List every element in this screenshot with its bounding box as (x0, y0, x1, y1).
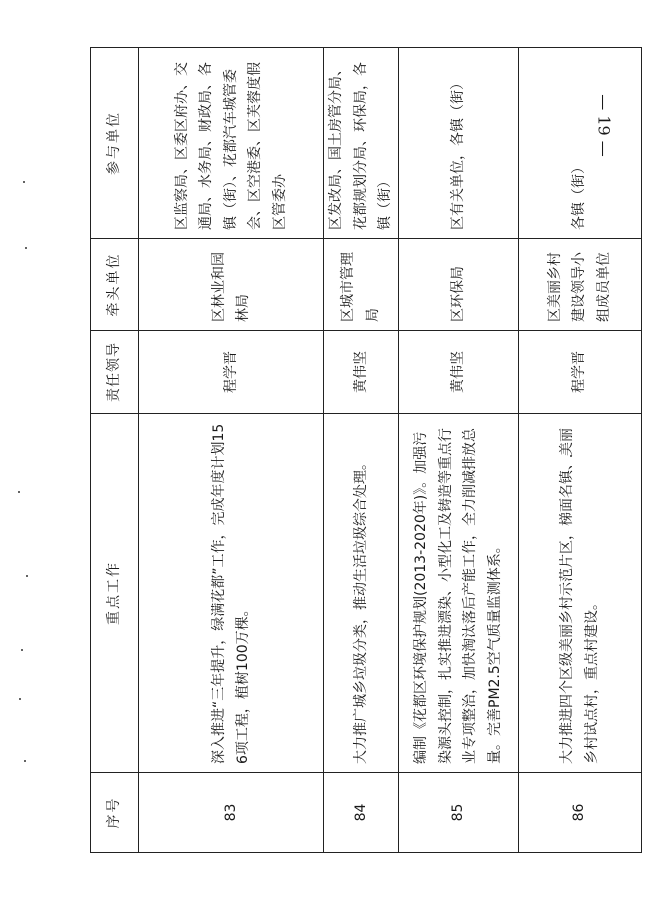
row-task: 大力推进四个区级美丽乡村示范片区，梯面名镇、美丽乡村试点村，重点村建设。 (518, 414, 641, 773)
row-participants: 区有关单位，各镇（街） (398, 48, 518, 239)
table-row (324, 48, 399, 853)
header-lead-unit: 牵头单位 (91, 239, 139, 331)
row-participants: 区监察局、区委区府办、交通局、水务局、财政局、各镇（街）、花都汽车城管委会、区空港委、区芙蓉度假区管委办 (139, 48, 324, 239)
row-number: 83 (139, 773, 324, 853)
header-participating-units: 参与单位 (91, 48, 139, 239)
row-task: 深入推进“三年提升，绿满花都”工作，完成年度计划156项工程，植树100万棵。 (139, 414, 324, 773)
row-leader: 程学晋 (139, 331, 324, 414)
row-participants: 区发改局、国土房管分局、花都规划分局、环保局，各镇（街） (324, 48, 399, 239)
header-number: 序号 (91, 773, 139, 853)
row-lead-unit: 区环保局 (398, 239, 518, 331)
row-task: 大力推广城乡垃圾分类，推动生活垃圾综合处理。 (324, 414, 399, 773)
table-row (518, 48, 641, 853)
table-row (398, 48, 518, 853)
row-lead-unit: 区林业和园林局 (139, 239, 324, 331)
row-number: 86 (518, 773, 641, 853)
page-number: — 19 — (594, 94, 614, 157)
row-task: 编制《花都区环境保护规划(2013-2020年)》。加强污染源头控制，扎实推进漂染、小型化工及铸造等重点行业专项整治，加快淘汰落后产能工作，全力削减排放总量。完善PM2.5空气质量监测体系。 (398, 414, 518, 773)
table-header-row (91, 48, 139, 853)
row-number: 84 (324, 773, 399, 853)
row-lead-unit: 区城市管理局 (324, 239, 399, 331)
table-row (139, 48, 324, 853)
key-tasks-table (90, 47, 642, 853)
header-key-task: 重点工作 (91, 414, 139, 773)
row-lead-unit: 区美丽乡村建设领导小组成员单位 (518, 239, 641, 331)
row-leader: 程学晋 (518, 331, 641, 414)
header-responsible-leader: 责任领导 (91, 331, 139, 414)
rotated-table-wrapper (90, 47, 637, 853)
row-leader: 黄伟坚 (324, 331, 399, 414)
row-leader: 黄伟坚 (398, 331, 518, 414)
row-participants: 各镇（街） (518, 48, 641, 239)
row-number: 85 (398, 773, 518, 853)
